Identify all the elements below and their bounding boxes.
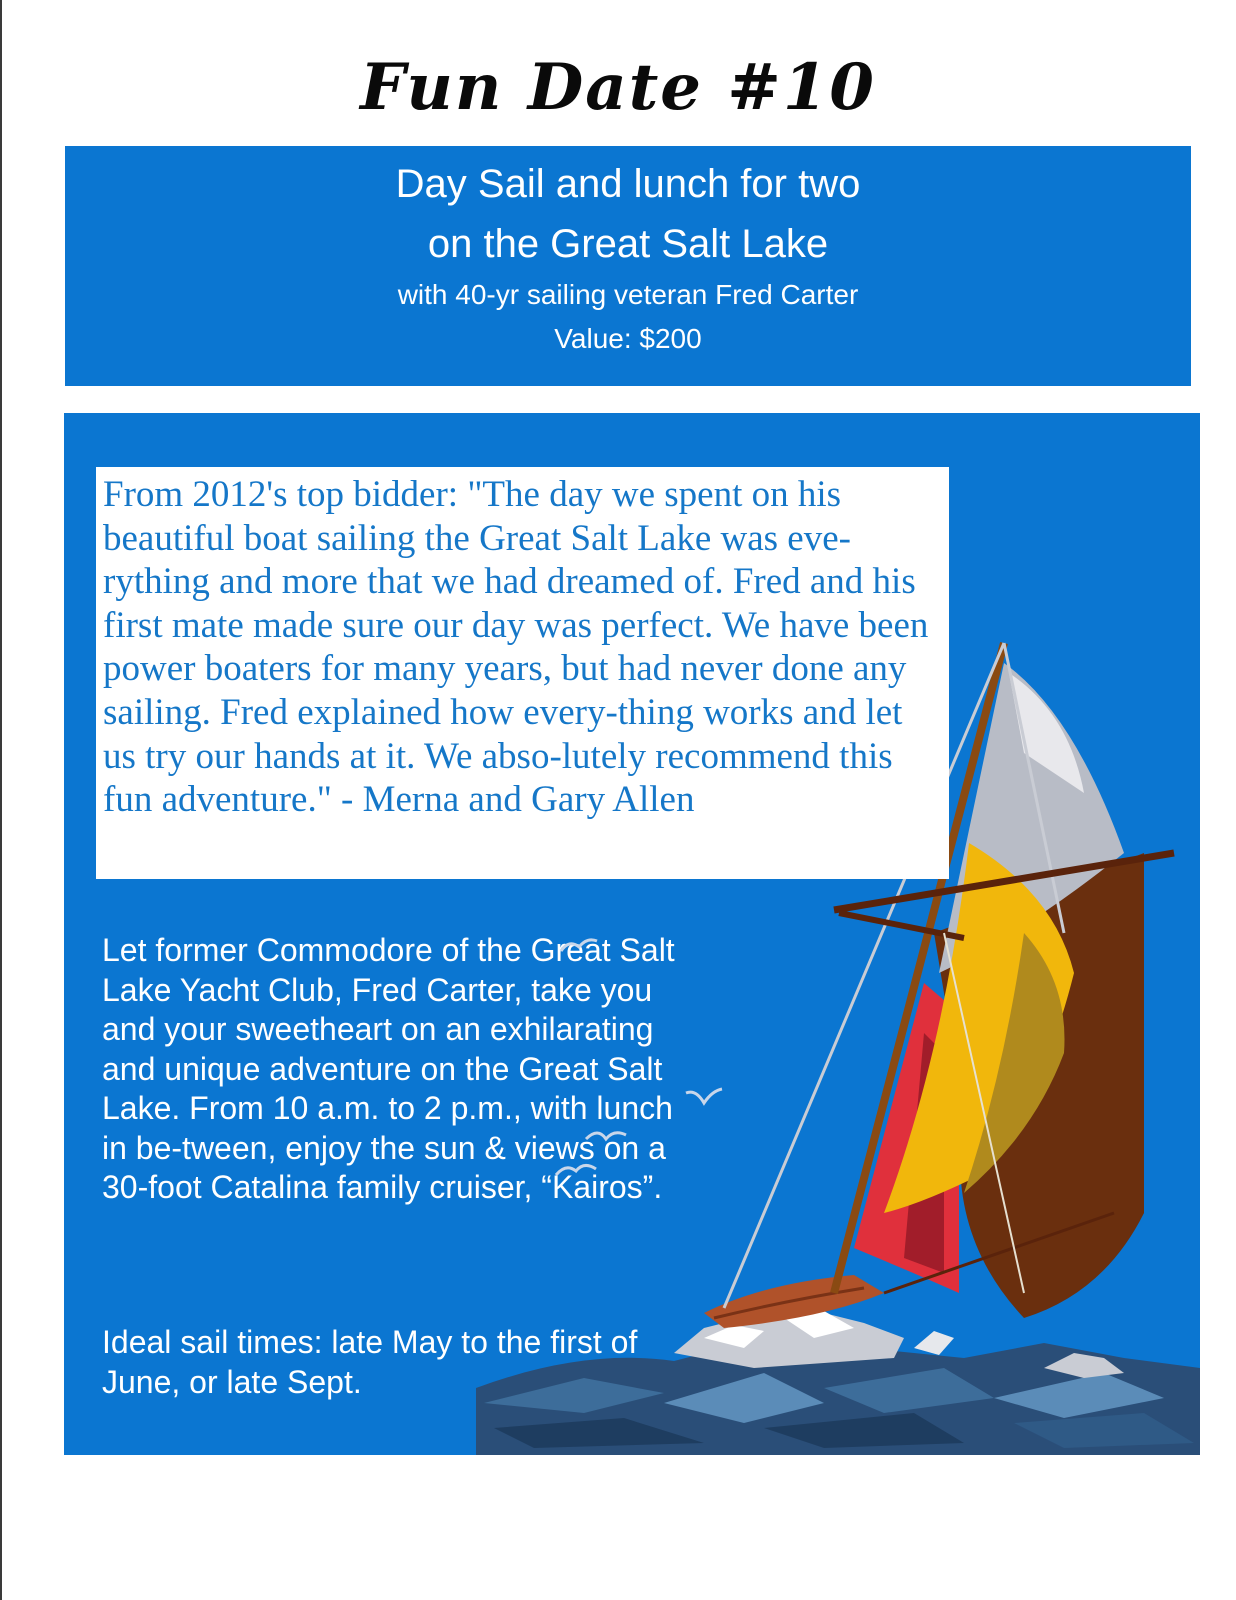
testimonial-box [96, 467, 949, 879]
seagull-icon [554, 1155, 598, 1181]
seagull-icon [584, 1125, 628, 1151]
description-paragraph: Let former Commodore of the Great Salt Lake Yacht Club, Fred Carter, take you and your sweetheart on an exhilarating and unique adventure on the Great Salt Lake. From 10 a.m. to 2 p.m., with lunch in be-tween, enjoy the sun & views on a 30-foot Catalina family cruiser, “Kairos”. [102, 932, 675, 1205]
header-value: Value: $200 [554, 323, 702, 354]
page-title: Fun Date #10 [360, 50, 876, 125]
seagull-icon [684, 1085, 724, 1109]
testimonial-text: From 2012's top bidder: "The day we spent on his beautiful boat sailing the Great Salt Lake was eve-rything and more that we had dreamed of. Fred and his first mate made sure our day was perfect. We have been power boaters for many years, but had never done any sailing. Fred explained how every-thing works and let us try our hands at it. We abso-lutely recommend this fun adventure." - Merna and Gary Allen [103, 474, 929, 821]
seagull-icon [559, 933, 599, 957]
header-banner [65, 146, 1191, 386]
header-line-1: Day Sail and lunch for two [395, 162, 861, 206]
header-line-2: on the Great Salt Lake [427, 222, 829, 266]
sail-times-paragraph: Ideal sail times: late May to the first of June, or late Sept. [102, 1324, 638, 1400]
header-line-3: with 40-yr sailing veteran Fred Carter [397, 279, 859, 310]
page-edge-rule [0, 0, 2, 1600]
main-panel [64, 413, 1200, 1455]
